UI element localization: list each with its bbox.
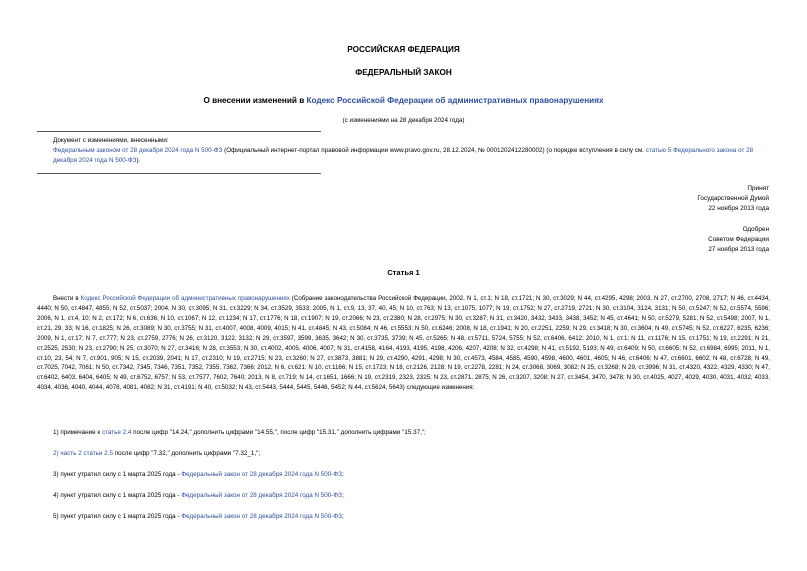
article-body-text: (Собрание законодательства Российской Федерации, 2002, N 1, ст.1; N 18, ст.1721; N 30, ст.3029; N 44, ст.4295, 4298; 2003, N 27, ст.2700, 2708, 2717; N 46, ст.4434, 4440; N 50, ст.4847, 4855; N 52, ст.5037; 2004, N 30, ст.3095; N 31, ст.3229; N 34, ст.3529, 3533; 2005, N 1, ст.9, 13, 37, 40, 45; N 10, ст.763; N 13, ст.1075, 1077; N 19, ст.1752; N 27, ст.2719, 2721; N 30, ст.3104, 3124, 3131; N 50, ст.5247; N 52, ст.5574, 5596; 2006, N 1, ст.4, 10; N 2, ст.172; N 6, ст.636; N 10, ст.1067; N 12, ст.1234; N 17, ст.1776; N 18, ст.1907; N 19, ст.2066; N 23, ст.2380; N 28, ст.2975; N 30, ст.3287; N 31, ст.3420, 3432, 3433, 3438, 3452; N 45, ст.4641; N 50, ст.5279, 5281; N 52, ст.5498; 2007, N 1, ст.21, 29, 33; N 16, ст.1825; N 26, ст.3089; N 30, ст.3755; N 31, ст.4007, 4008, 4009, 4015; N 41, ст.4845; N 43, ст.5084; N 46, ст.5553; N 50, ст.6246; 2008, N 18, ст.1941; N 20, ст.2251, 2259; N 29, ст.3418; N 30, ст.3604; N 49, ст.5745; N 52, ст.6227, 6235, 6236; 2009, N 1, ст.17; N 7, ст.777; N 23, ст.2759, 2776; N 26, ст.3120, 3122, 3132; N 29, ст.3597, 3599, 3635, 3642; N 30, ст.3735, 3739; N 45, ст.5265; N 48, ст.5711, 5724, 5755; N 52, ст.6406, 6412; 2010, N 1, ст.1; N 11, ст.1176; N 15, ст.1751; N 19, ст.2291; N 21, ст.2525, 2530; N 23, ст.2790; N 25, ст.3070; N 27, ст.3416; N 28, ст.3553; N 30, ст.4002, 4005, 4006, 4007; N 31, ст.4158, 4164, 4193, 4195, 4198, 4206, 4207, 4208; N 32, ст.4298; N 41, ст.5192, 5193; N 49, ст.6409; N 50, ст.6605; N 52, ст.6984, 6995; 2011, N 1, ст.10, 23, 54; N 7, ст.901, 905; N 15, ст.2039, 2041; N 17, ст.2310; N 19, ст.2715; N 23, ст.3260; N 27, ст.3873, 3881; N 29, ст.4290, 4291, 4298; N 30, ст.4573, 4584, 4585, 4590, 4598, 4600, 4601, 4605; N 46, ст.6406; N 47, ст.6601, 6602; N 48, ст.6728; N 49, ст.7025, 7042, 7061; N 50, ст.7342, 7345, 7346, 7351, 7352, 7355, 7362, 7366; 2012, N 6, ст.621; N 10, ст.1166; N 15, ст.1723; N 18, ст.2126, 2128; N 19, ст.2278, 2281; N 24, ст.3068, 3069, 3082; N 25, ст.3268; N 29, ст.3996; N 31, ст.4320, 4322, 4329, 4330; N 47, ст.6402, 6403, 6404, 6405; N 49, ст.6752, 6757; N 53, ст.7577, 7602, 7640; 2013, N 8, ст.719; N 14, ст.1651, 1666; N 19, ст.2319, 2323, 2325; N 23, ст.2871, 2875; N 26, ст.3207, 3208; N 27, ст.3454, 3470, 3478; N 30, ст.4025, 4027, 4029, 4030, 4031, 4032, 4033, 4034, 4036, 4040, 4044, 4078, 4081, 4082; N 31, ст.4191; N 40, ст.5032; N 43, ст.5443, 5444, 5445, 5446, 5452; N 44, ст.5624, 5643) следующие изменения: <box>37 295 770 392</box>
item-link[interactable]: Федеральный закон от 28 декабря 2024 года N 500-ФЗ <box>181 471 342 478</box>
list-item <box>53 513 773 521</box>
item-prefix: 3) пункт утратил силу с 1 марта 2025 года - <box>53 471 182 478</box>
changes-top-divider <box>37 131 321 132</box>
item-prefix: 1) примечание к <box>53 429 102 436</box>
item-suffix: после цифр "14.24," дополнить цифрами "14.55,", после цифр "15.31," дополнить цифрами "15.37,"; <box>131 429 426 436</box>
item-link[interactable]: Федеральный закон от 28 декабря 2024 года N 500-ФЗ <box>181 492 342 499</box>
item-suffix: ; <box>341 471 344 478</box>
item-suffix: после цифр "7.32," дополнить цифрами "7.32_1,"; <box>112 450 261 457</box>
changes-text <box>37 146 777 166</box>
title-prefix: О внесении изменений в <box>203 96 307 105</box>
changes-law-link[interactable]: Федеральным законом от 28 декабря 2024 года N 500-ФЗ <box>53 146 223 154</box>
changes-bottom-divider <box>37 173 321 174</box>
list-item <box>53 492 773 500</box>
article-heading: Статья 1 <box>387 268 420 277</box>
changes-end-text: ). <box>136 156 141 164</box>
item-link[interactable]: 2) часть 2 статьи 2.5 <box>53 450 113 457</box>
item-link[interactable]: Федеральный закон от 28 декабря 2024 года N 500-ФЗ <box>181 513 342 520</box>
changes-source-text: (Официальный интернет-портал правовой информации www.pravo.gov.ru, 28.12.2024, № 0001202412280002) (о порядке вступления в силу см. <box>222 146 646 154</box>
item-suffix: ; <box>341 492 344 499</box>
accepted-line1: Принят <box>747 185 769 192</box>
changes-intro: Документ с изменениями, внесенными: <box>53 137 169 144</box>
document-title <box>0 96 807 106</box>
changes-block <box>37 136 777 165</box>
title-code-link[interactable]: Кодекс Российской Федерации об административных правонарушениях <box>306 96 604 105</box>
approved-line2: Советом Федерации <box>708 235 769 243</box>
article-lead: Внести в <box>53 295 81 302</box>
accepted-block <box>569 184 769 214</box>
changes-article5-link[interactable]: статью 5 Федерального закона от 28 декабря 2024 года N 500-ФЗ <box>53 146 754 164</box>
federation-heading: РОССИЙСКАЯ ФЕДЕРАЦИЯ <box>347 45 460 54</box>
accepted-line3: 22 ноября 2013 года <box>708 204 769 212</box>
approved-line1: Одобрен <box>742 226 769 233</box>
approved-line3: 27 ноября 2013 года <box>708 245 769 253</box>
item-suffix: ; <box>341 513 344 520</box>
list-item <box>53 450 773 458</box>
item-prefix: 4) пункт утратил силу с 1 марта 2025 года - <box>53 492 182 499</box>
list-item <box>53 471 773 479</box>
item-prefix: 5) пункт утратил силу с 1 марта 2025 года - <box>53 513 182 520</box>
edition-note: (с изменениями на 28 декабря 2024 года) <box>342 117 465 124</box>
article-code-link[interactable]: Кодекс Российской Федерации об административных правонарушениях <box>80 295 290 302</box>
list-item <box>53 429 773 437</box>
accepted-line2: Государственной Думой <box>697 194 769 202</box>
law-type-heading: ФЕДЕРАЛЬНЫЙ ЗАКОН <box>355 68 452 77</box>
article-body <box>37 294 770 393</box>
item-link[interactable]: статье 2.4 <box>101 429 132 436</box>
approved-block <box>569 225 769 255</box>
